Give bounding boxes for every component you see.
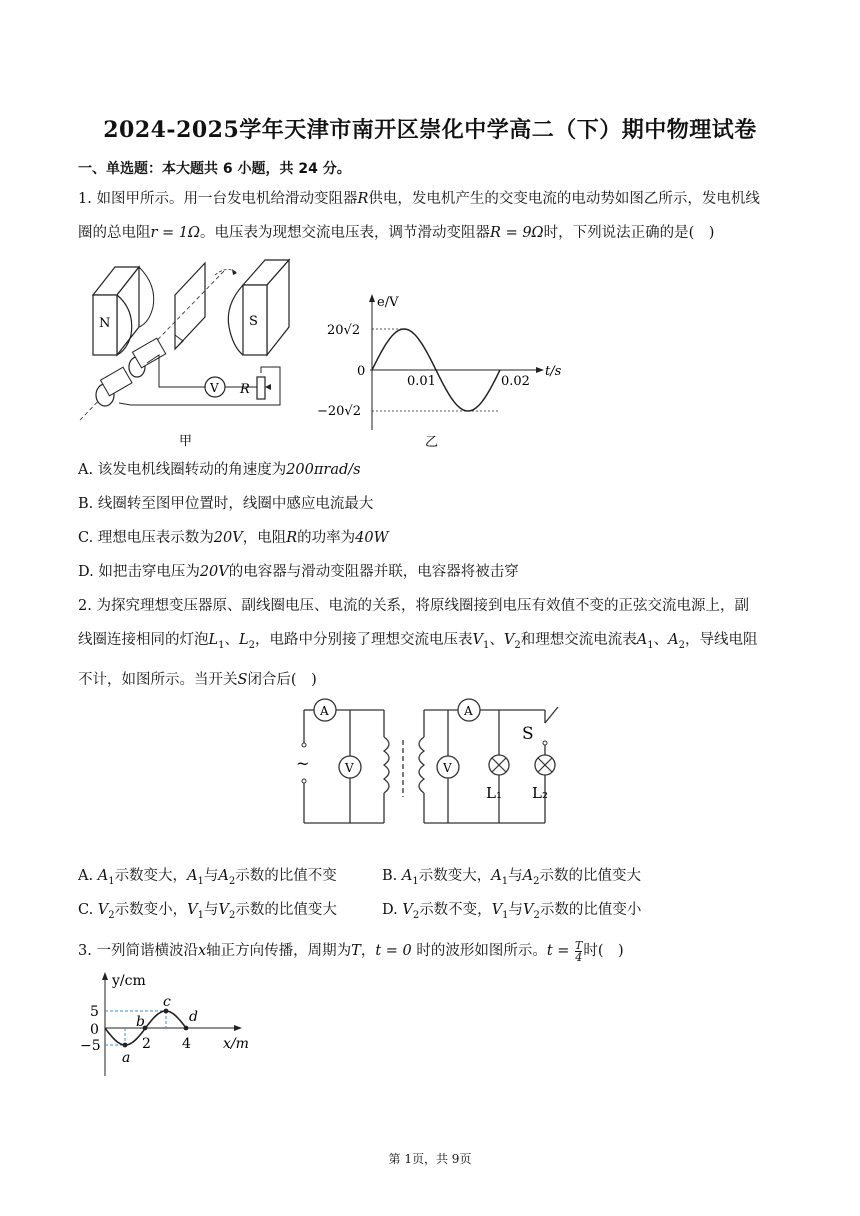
x-axis-label: t/s: [545, 364, 562, 379]
point-a: [123, 1043, 128, 1048]
resistor-label: R: [240, 382, 250, 397]
x-tick-001: 0.01: [407, 374, 436, 389]
label-d: d: [189, 1009, 198, 1025]
y-tick-zero: 0: [357, 364, 366, 379]
wave-graph: [78, 968, 263, 1083]
q2-option-c[interactable]: C. $V_2$示数变小，$V_1$与$V_2$示数的比值变大: [78, 902, 337, 921]
figure-caption-yi: 乙: [425, 435, 439, 450]
question-2-stem: 2. 为探究理想变压器原、副线圈电压、电流的关系，将原线圈接到电压有效值不变的正弦交流电源上，副 线圈连接相同的灯泡$L_1$、$L_2$，电路中分别接了理想交流电压表$V_1$、$V_2$和理想交流电流表$A_1$、$A_2$，导线电阻 不计，如图所示。当开关S闭合后( ): [78, 598, 758, 688]
page-title: 2024-2025学年天津市南开区崇化中学高二（下）期中物理试卷: [103, 117, 757, 143]
svg-text:A: A: [464, 704, 473, 718]
figure-caption-jia: 甲: [179, 434, 193, 449]
lamp-l1-label: L₁: [486, 784, 502, 802]
magnet-s-label: S: [249, 314, 258, 329]
wave-y-tick-0: 0: [90, 1022, 99, 1038]
x-tick-002: 0.02: [501, 374, 530, 389]
q2-option-a[interactable]: A. $A_1$示数变大，$A_1$与$A_2$示数的比值不变: [78, 868, 337, 887]
lamp-l2-icon: [535, 755, 555, 775]
voltmeter-label: V: [210, 381, 219, 395]
question-3-stem: 3. 一列简谐横波沿x轴正方向传播，周期为T，t = 0 时的波形如图所示。t = $\frac{T}{4}$ 时( ): [78, 938, 624, 964]
magnet-n-label: N: [99, 316, 111, 331]
transformer-circuit: [290, 695, 575, 835]
q2-option-b[interactable]: B. $A_1$示数变大，$A_1$与$A_2$示数的比值变大: [382, 868, 641, 887]
wave-x-label: x/m: [223, 1036, 249, 1052]
emf-graph: [315, 290, 570, 450]
wave-x-tick-2: 2: [142, 1036, 151, 1052]
question-1-stem: 1. 如图甲所示。用一台发电机给滑动变阻器R供电，发电机产生的交变电流的电动势如图乙所示，发电机线 圈的总电阻r = 1Ω。电压表为现想交流电压表，调节滑动变阻器R = 9Ω时，下列说法正确的是( ): [78, 191, 760, 241]
y-tick-negative: −20√2: [317, 404, 361, 419]
wave-y-tick-5: 5: [90, 1004, 99, 1020]
wave-y-label: y/cm: [112, 973, 146, 989]
y-axis-label: e/V: [377, 295, 399, 310]
q1-option-c[interactable]: C. 理想电压表示数为20V，电阻R的功率为40W: [78, 530, 389, 546]
label-a: a: [122, 1050, 131, 1066]
page-footer: 第 1页，共 9页: [388, 1152, 472, 1166]
svg-text:A: A: [320, 704, 329, 718]
wave-y-tick-neg5: −5: [80, 1038, 101, 1054]
ac-source-icon: ~: [296, 754, 310, 773]
label-c: c: [163, 994, 171, 1010]
section-heading: 一、单选题：本大题共 6 小题，共 24 分。: [78, 161, 351, 177]
label-b: b: [136, 1014, 145, 1030]
svg-text:V: V: [345, 761, 354, 775]
q1-option-b[interactable]: B. 线圈转至图甲位置时，线圈中感应电流最大: [78, 496, 374, 512]
switch-s-label: S: [522, 724, 534, 744]
q2-option-d[interactable]: D. $V_2$示数不变，$V_1$与$V_2$示数的比值变小: [382, 902, 642, 921]
lamp-l2-label: L₂: [532, 784, 548, 802]
point-d: [184, 1026, 189, 1031]
svg-text:V: V: [443, 761, 452, 775]
q1-option-d[interactable]: D. 如把击穿电压为20V的电容器与滑动变阻器并联，电容器将被击穿: [78, 564, 519, 580]
y-tick-positive: 20√2: [327, 323, 361, 338]
generator-figure: [75, 255, 300, 450]
q1-option-a[interactable]: A. 该发电机线圈转动的角速度为200πrad/s: [78, 462, 361, 478]
lamp-l1-icon: [489, 755, 509, 775]
wave-x-tick-4: 4: [182, 1036, 191, 1052]
